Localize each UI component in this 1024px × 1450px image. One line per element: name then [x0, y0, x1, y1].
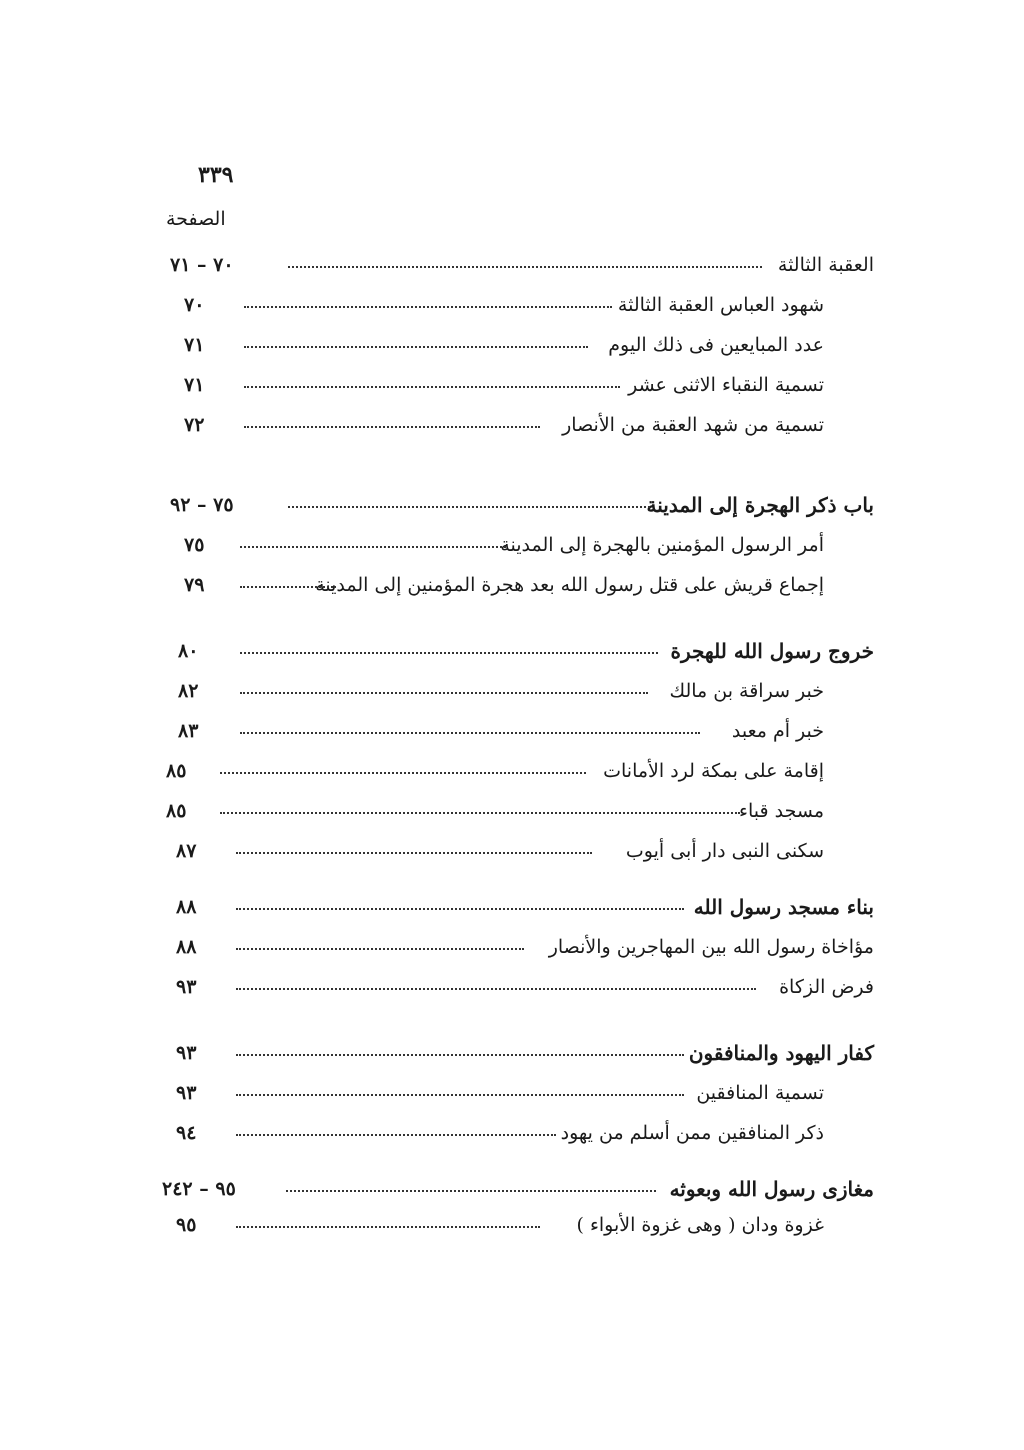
- toc-entry-title: العقبة الثالثة: [777, 254, 874, 276]
- toc-entry-page: ٩٣: [176, 976, 197, 998]
- toc-entry-title: كفار اليهود والمنافقون: [688, 1041, 874, 1065]
- toc-entry-title: باب ذكر الهجرة إلى المدينة: [646, 493, 874, 517]
- toc-entry-page: ٨٨: [176, 896, 197, 918]
- toc-entry: [0, 408, 1024, 442]
- toc-entry: [0, 634, 1024, 668]
- toc-entry: [0, 930, 1024, 964]
- dot-leader: [288, 506, 650, 508]
- toc-entry-page: ٩٣: [176, 1082, 197, 1104]
- toc-entry-title: تسمية من شهد العقبة من الأنصار: [562, 414, 824, 436]
- toc-entry-page: ٧٠: [184, 294, 205, 316]
- toc-entry-page: ٨٢: [178, 680, 199, 702]
- toc-entry: [0, 674, 1024, 708]
- toc-entry: [0, 1036, 1024, 1070]
- toc-entry-title: مغازى رسول الله وبعوثه: [669, 1177, 874, 1201]
- toc-entry-page: ٧٢: [184, 414, 205, 436]
- toc-entry: [0, 754, 1024, 788]
- toc-entry-page: ٨٥: [166, 800, 187, 822]
- toc-entry-page: ٨٧: [176, 840, 197, 862]
- toc-entry-page: ٧١: [184, 334, 205, 356]
- toc-entry-title: ذكر المنافقين ممن أسلم من يهود: [560, 1122, 824, 1144]
- toc-entry-title: تسمية النقباء الاثنى عشر: [628, 374, 824, 396]
- toc-entry: [0, 794, 1024, 828]
- toc-entry-title: مسجد قباء: [739, 800, 824, 822]
- toc-entry-title: عدد المبايعين فى ذلك اليوم: [608, 334, 824, 356]
- toc-entry-title: غزوة ودان ( وهى غزوة الأبواء ): [576, 1214, 824, 1236]
- toc-entry-page: ٨٠: [178, 640, 199, 662]
- toc-entry: [0, 568, 1024, 602]
- dot-leader: [220, 772, 586, 774]
- dot-leader: [244, 426, 540, 428]
- toc-entry: [0, 528, 1024, 562]
- toc-entry-page: ٨٥: [166, 760, 187, 782]
- toc-entry-page: ٧٥: [184, 534, 205, 556]
- dot-leader: [288, 266, 762, 268]
- dot-leader: [236, 908, 684, 910]
- dot-leader: [286, 1190, 656, 1192]
- toc-entry: [0, 1116, 1024, 1150]
- dot-leader: [236, 948, 524, 950]
- toc-entry-page: ٧٩: [184, 574, 205, 596]
- dot-leader: [240, 652, 658, 654]
- toc-entry-page: ٧١: [184, 374, 205, 396]
- toc-entry-title: سكنى النبى دار أبى أيوب: [625, 840, 824, 862]
- toc-entry-page: ٩٥ – ٢٤٢: [162, 1178, 236, 1200]
- toc-entry: [0, 248, 1024, 282]
- toc-entry-title: مؤاخاة رسول الله بين المهاجرين والأنصار: [548, 936, 874, 958]
- toc-entry: [0, 288, 1024, 322]
- dot-leader: [244, 386, 620, 388]
- toc-entry-title: إقامة على بمكة لرد الأمانات: [603, 760, 824, 782]
- dot-leader: [220, 812, 740, 814]
- toc-entry: [0, 368, 1024, 402]
- toc-entry-page: ٩٣: [176, 1042, 197, 1064]
- toc-entry: [0, 714, 1024, 748]
- dot-leader: [236, 1094, 684, 1096]
- toc-entry-title: تسمية المنافقين: [696, 1082, 824, 1104]
- dot-leader: [236, 988, 756, 990]
- dot-leader: [244, 346, 588, 348]
- toc-entry: [0, 1208, 1024, 1242]
- toc-entry-title: فرض الزكاة: [779, 976, 874, 998]
- dot-leader: [240, 692, 648, 694]
- toc-entry-page: ٩٥: [176, 1214, 197, 1236]
- toc-entry-title: خبر أم معبد: [731, 720, 824, 742]
- dot-leader: [240, 732, 700, 734]
- dot-leader: [240, 586, 336, 588]
- dot-leader: [244, 306, 612, 308]
- toc-entry: [0, 1172, 1024, 1206]
- toc-entry-page: ٨٨: [176, 936, 197, 958]
- toc-entry-title: خبر سراقة بن مالك: [669, 680, 824, 702]
- toc-entry: [0, 328, 1024, 362]
- toc-entry: [0, 890, 1024, 924]
- toc-entry: [0, 970, 1024, 1004]
- toc-entry-page: ٩٤: [176, 1122, 197, 1144]
- toc-entry-title: خروج رسول الله للهجرة: [670, 639, 874, 663]
- page-column-label: الصفحة: [166, 208, 226, 230]
- dot-leader: [236, 1054, 684, 1056]
- dot-leader: [236, 852, 592, 854]
- toc-entry-title: بناء مسجد رسول الله: [693, 895, 874, 919]
- toc-entry-page: ٨٣: [178, 720, 199, 742]
- dot-leader: [236, 1226, 540, 1228]
- toc-entry-title: إجماع قريش على قتل رسول الله بعد هجرة المؤمنين إلى المدينة: [315, 574, 824, 596]
- dot-leader: [236, 1134, 556, 1136]
- page-number: ٣٣٩: [198, 162, 234, 188]
- toc-entry: [0, 834, 1024, 868]
- toc-entry-page: ٧٥ – ٩٢: [170, 494, 234, 516]
- toc-entry-title: أمر الرسول المؤمنين بالهجرة إلى المدينة: [500, 534, 824, 556]
- toc-entry: [0, 1076, 1024, 1110]
- toc-entry-page: ٧٠ – ٧١: [170, 254, 234, 276]
- dot-leader: [240, 546, 506, 548]
- toc-entry-title: شهود العباس العقبة الثالثة: [617, 294, 824, 316]
- toc-entry: [0, 488, 1024, 522]
